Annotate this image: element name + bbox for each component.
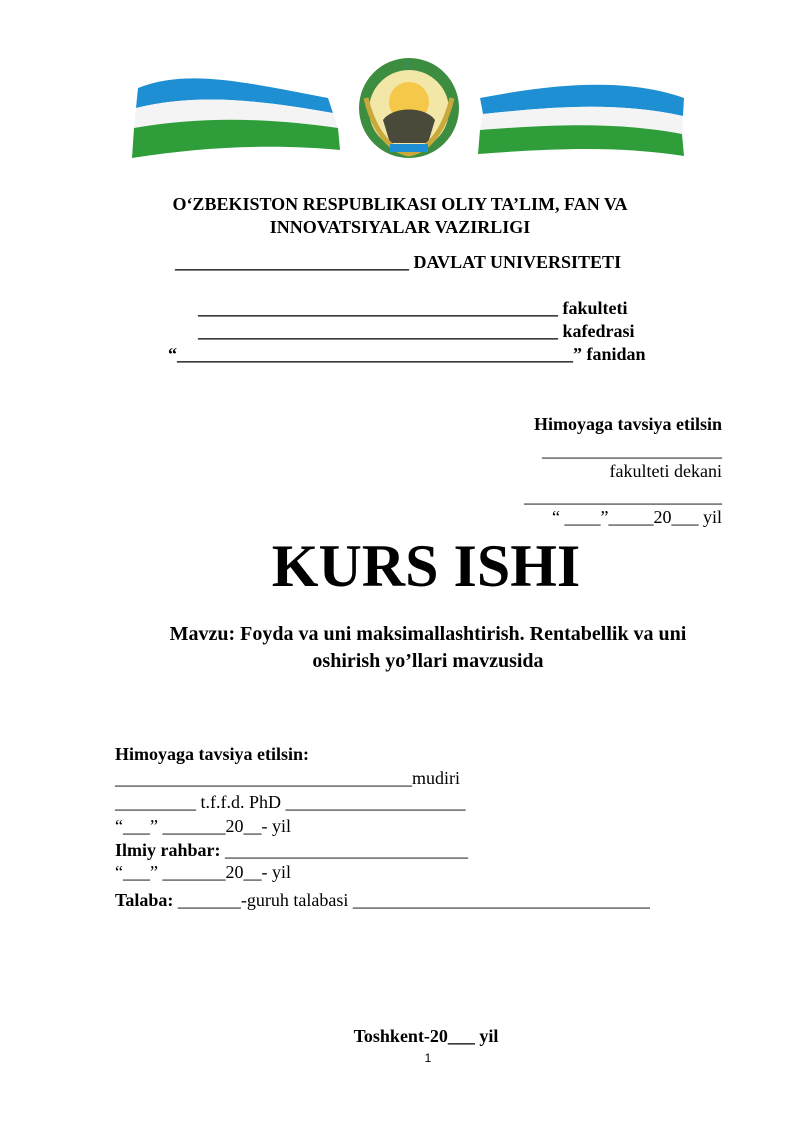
supervisor-line [115, 840, 468, 861]
university-line [175, 252, 621, 273]
svg-text:☾: ☾ [404, 60, 414, 71]
faculty-line [198, 298, 628, 319]
university-blank: __________________________ [175, 252, 409, 272]
approval-date-right: “ ____”_____20___ yil [552, 507, 722, 527]
supervisor-label: Ilmiy rahbar: [115, 840, 221, 860]
subject-open-quote: “ [168, 344, 177, 364]
faculty-label: fakulteti [558, 298, 628, 318]
dean-signature-blank: ____________________ [542, 440, 722, 460]
approval-heading-left: Himoyaga tavsiya etilsin: [115, 744, 309, 764]
approval-date-left-2: “___” _______20__- yil [115, 862, 291, 882]
topic-line-2: oshirish yo’llari mavzusida [312, 650, 544, 672]
student-label: Talaba: [115, 890, 174, 910]
approval-heading-right: Himoyaga tavsiya etilsin [534, 414, 722, 434]
topic-line-1: Mavzu: Foyda va uni maksimallashtirish. Rentabellik va uni [169, 623, 687, 645]
department-line [198, 321, 635, 342]
supervisor-blank: ___________________________ [220, 840, 468, 860]
faculty-blank: ________________________________________ [198, 298, 558, 318]
ministry-line-2: INNOVATSIYALAR VAZIRLIGI [269, 217, 531, 237]
department-blank: ________________________________________ [198, 321, 558, 341]
approval-date-left-1: “___” _______20__- yil [115, 816, 291, 836]
ministry-line-1: O‘ZBEKISTON RESPUBLIKASI OLIY TA’LIM, FAN VA [172, 194, 628, 214]
state-emblem-flag-image [128, 58, 690, 164]
department-label: kafedrasi [558, 321, 635, 341]
city-year: Toshkent-20___ yil [353, 1026, 499, 1046]
subject-blank: ____________________________________________ [177, 344, 573, 364]
degree-line: _________ t.f.f.d. PhD ____________________ [115, 792, 466, 812]
department-head-line [115, 768, 460, 789]
document-title: KURS ISHI [271, 533, 581, 599]
subject-line [168, 344, 646, 365]
dean-label: fakulteti dekani [609, 461, 722, 481]
student-line [115, 890, 650, 911]
university-label: DAVLAT UNIVERSITETI [409, 252, 622, 272]
page-number: 1 [424, 1051, 432, 1065]
dean-name-blank: ______________________ [524, 486, 722, 506]
student-rest: _______-guruh talabasi _________________________________ [173, 890, 650, 910]
subject-label: ” fanidan [573, 344, 646, 364]
department-head-label: mudiri [412, 768, 460, 788]
department-head-blank: _________________________________ [115, 768, 412, 788]
